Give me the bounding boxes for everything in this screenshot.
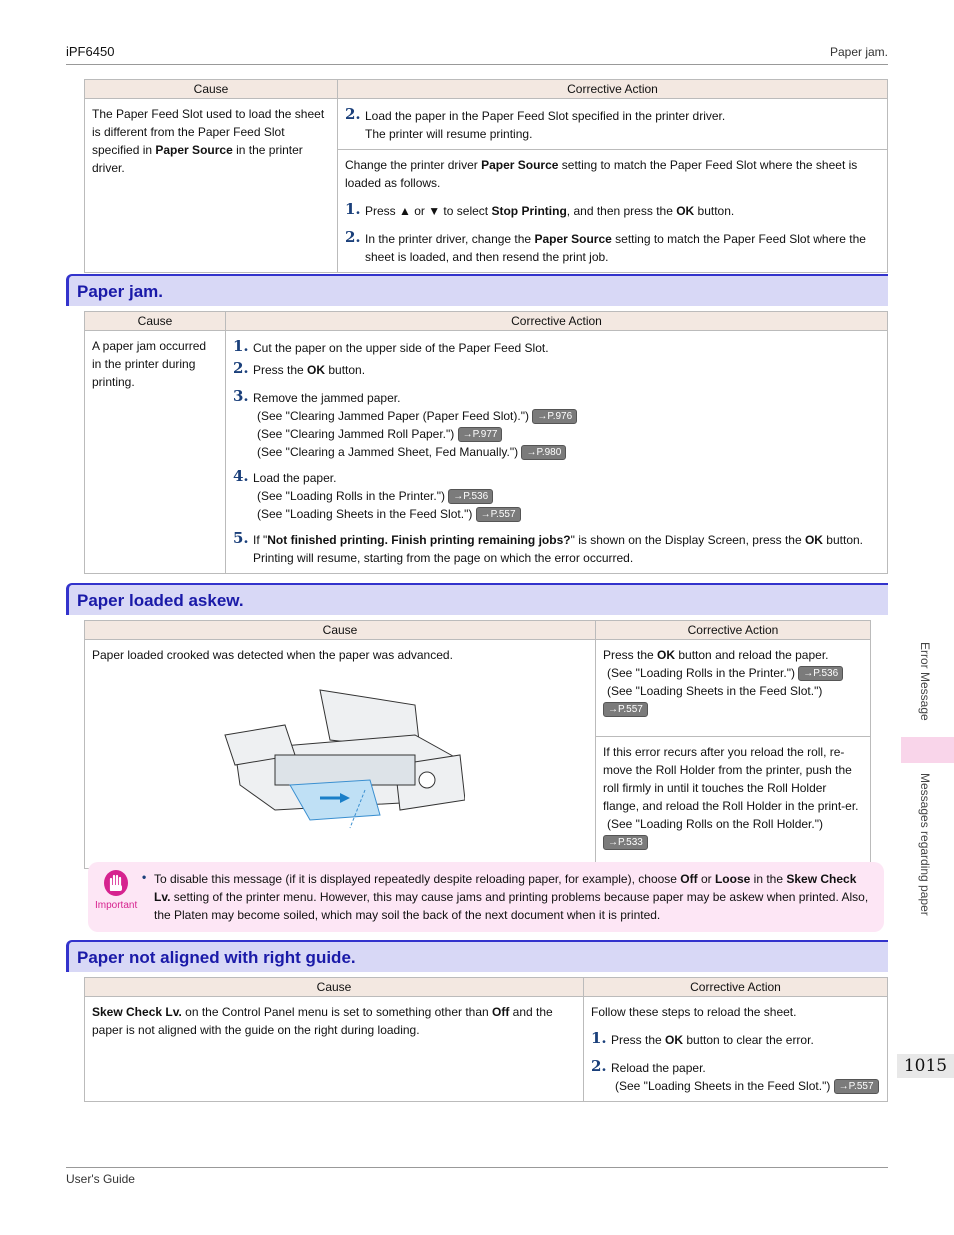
page-ref-link[interactable]: →P.980 xyxy=(521,445,566,460)
header-divider xyxy=(66,64,888,65)
top-cause-cell: The Paper Feed Slot used to load the sheet is different from the Paper Feed Slot specified in Paper Source in the printer driver. xyxy=(85,99,338,273)
cause-header: Cause xyxy=(85,978,584,997)
side-tab-error-message[interactable]: Error Message xyxy=(918,642,932,721)
footer-divider xyxy=(66,1167,888,1168)
section-heading-paper-jam: Paper jam. xyxy=(66,274,888,306)
page-ref-link[interactable]: →P.977 xyxy=(458,427,503,442)
action-header: Corrective Action xyxy=(584,978,888,997)
page-ref-link[interactable]: →P.557 xyxy=(476,507,521,522)
important-label: Important xyxy=(95,900,138,911)
header-model: iPF6450 xyxy=(66,44,115,59)
cause-header: Cause xyxy=(85,621,596,640)
side-tab-messages-paper[interactable]: Messages regarding paper xyxy=(918,773,932,916)
cause-header: Cause xyxy=(85,312,226,331)
paper-jam-actions xyxy=(226,331,888,574)
printer-illustration xyxy=(215,680,465,830)
header-section: Paper jam. xyxy=(829,45,888,59)
paper-askew-action-2: If this error recurs after you reload the roll, re-move the Roll Holder from the printer, push the roll firmly in until it touches the Roll Holder flange, and reload the Roll Holder in the print-er. (See "Loading Rolls on the Roll Holder.") →P.533 xyxy=(596,737,871,869)
step-item: 3. Remove the jammed paper. (See "Clearing Jammed Paper (Paper Feed Slot).") →P.976 (See "Clearing Jammed Roll Paper.") →P.977 (See "Clearing a Jammed Sheet, Fed Manually.") →P.980 xyxy=(233,389,880,461)
top-table xyxy=(84,79,888,273)
footer-guide: User's Guide xyxy=(66,1172,135,1186)
step-item: 5. If "Not finished printing. Finish printing remaining jobs?" is shown on the Display Screen, press the OK button. Printing will resume, starting from the page on which the error occurred. xyxy=(233,529,863,565)
paper-askew-table xyxy=(84,620,871,869)
action-header: Corrective Action xyxy=(338,80,888,99)
top-action-cell-1 xyxy=(338,99,888,150)
page-ref-link[interactable]: →P.533 xyxy=(603,835,648,850)
paper-askew-cause: Paper loaded crooked was detected when the paper was advanced. xyxy=(85,640,596,869)
step-item: 4. Load the paper. (See "Loading Rolls in the Printer.") →P.536 (See "Loading Sheets in the Feed Slot.") →P.557 xyxy=(233,469,880,523)
page-number: 1015 xyxy=(897,1054,954,1078)
step-item: 2. Load the paper in the Paper Feed Slot specified in the printer driver. The printer will resume printing. xyxy=(345,105,726,141)
page-ref-link[interactable]: →P.536 xyxy=(448,489,493,504)
hand-stop-icon xyxy=(104,870,128,896)
section-heading-paper-askew: Paper loaded askew. xyxy=(66,583,888,615)
right-guide-table xyxy=(84,977,888,1102)
action-header: Corrective Action xyxy=(226,312,888,331)
step-item: 2. In the printer driver, change the Paper Source setting to match the Paper Feed Slot where the sheet is loaded, and then resend the print job. xyxy=(345,228,866,264)
step-item: 1. Press ▲ or ▼ to select Stop Printing, and then press the OK button. xyxy=(345,200,735,218)
important-note xyxy=(88,862,884,932)
step-item: 1. Cut the paper on the upper side of the Paper Feed Slot. xyxy=(233,337,549,355)
page-ref-link[interactable]: →P.976 xyxy=(532,409,577,424)
step-item: 2. Press the OK button. xyxy=(233,359,366,377)
cause-header: Cause xyxy=(85,80,338,99)
right-guide-cause: Skew Check Lv. on the Control Panel menu is set to something other than Off and the paper is not aligned with the guide on the right during loading. xyxy=(85,997,584,1102)
step-item: 1. Press the OK button to clear the error. xyxy=(591,1029,814,1047)
page-ref-link[interactable]: →P.536 xyxy=(798,666,843,681)
important-text: To disable this message (if it is displayed repeatedly despite reloading paper, for example), choose Off or Loose in the Skew Check Lv. setting of the printer menu. However, this may cause jams and printing problems because paper may be askew when printed. Also, the Platen may become soiled, which may soil the back of the next document when it is printed. xyxy=(154,872,869,922)
step-item: 2. Reload the paper. (See "Loading Sheets in the Feed Slot.") →P.557 xyxy=(591,1059,880,1095)
top-action-cell-2: Change the printer driver Paper Source setting to match the Paper Feed Slot where the sheet is loaded as follows. 1. Press ▲ or ▼ to select Stop Printing, and then press the OK button. 2. In the printer driver, change the Paper Source setting to match the Paper Feed Slot where the sheet is loaded, and then resend the print job. xyxy=(338,150,888,273)
page-ref-link[interactable]: →P.557 xyxy=(603,702,648,717)
side-tab-highlight xyxy=(901,737,954,763)
page-ref-link[interactable]: →P.557 xyxy=(834,1079,879,1094)
action-header: Corrective Action xyxy=(596,621,871,640)
paper-jam-cause: A paper jam occurred in the printer during printing. xyxy=(85,331,226,574)
paper-jam-table xyxy=(84,311,888,574)
right-guide-actions: Follow these steps to reload the sheet. 1. Press the OK button to clear the error. 2. Reload the paper. (See "Loading Sheets in the Feed Slot.") →P.557 xyxy=(584,997,888,1102)
paper-askew-action-1: Press the OK button and reload the paper. (See "Loading Rolls in the Printer.") →P.536 (See "Loading Sheets in the Feed Slot.") →P.557 xyxy=(596,640,871,737)
bullet-icon: • xyxy=(142,870,147,884)
section-heading-right-guide: Paper not aligned with right guide. xyxy=(66,940,888,972)
